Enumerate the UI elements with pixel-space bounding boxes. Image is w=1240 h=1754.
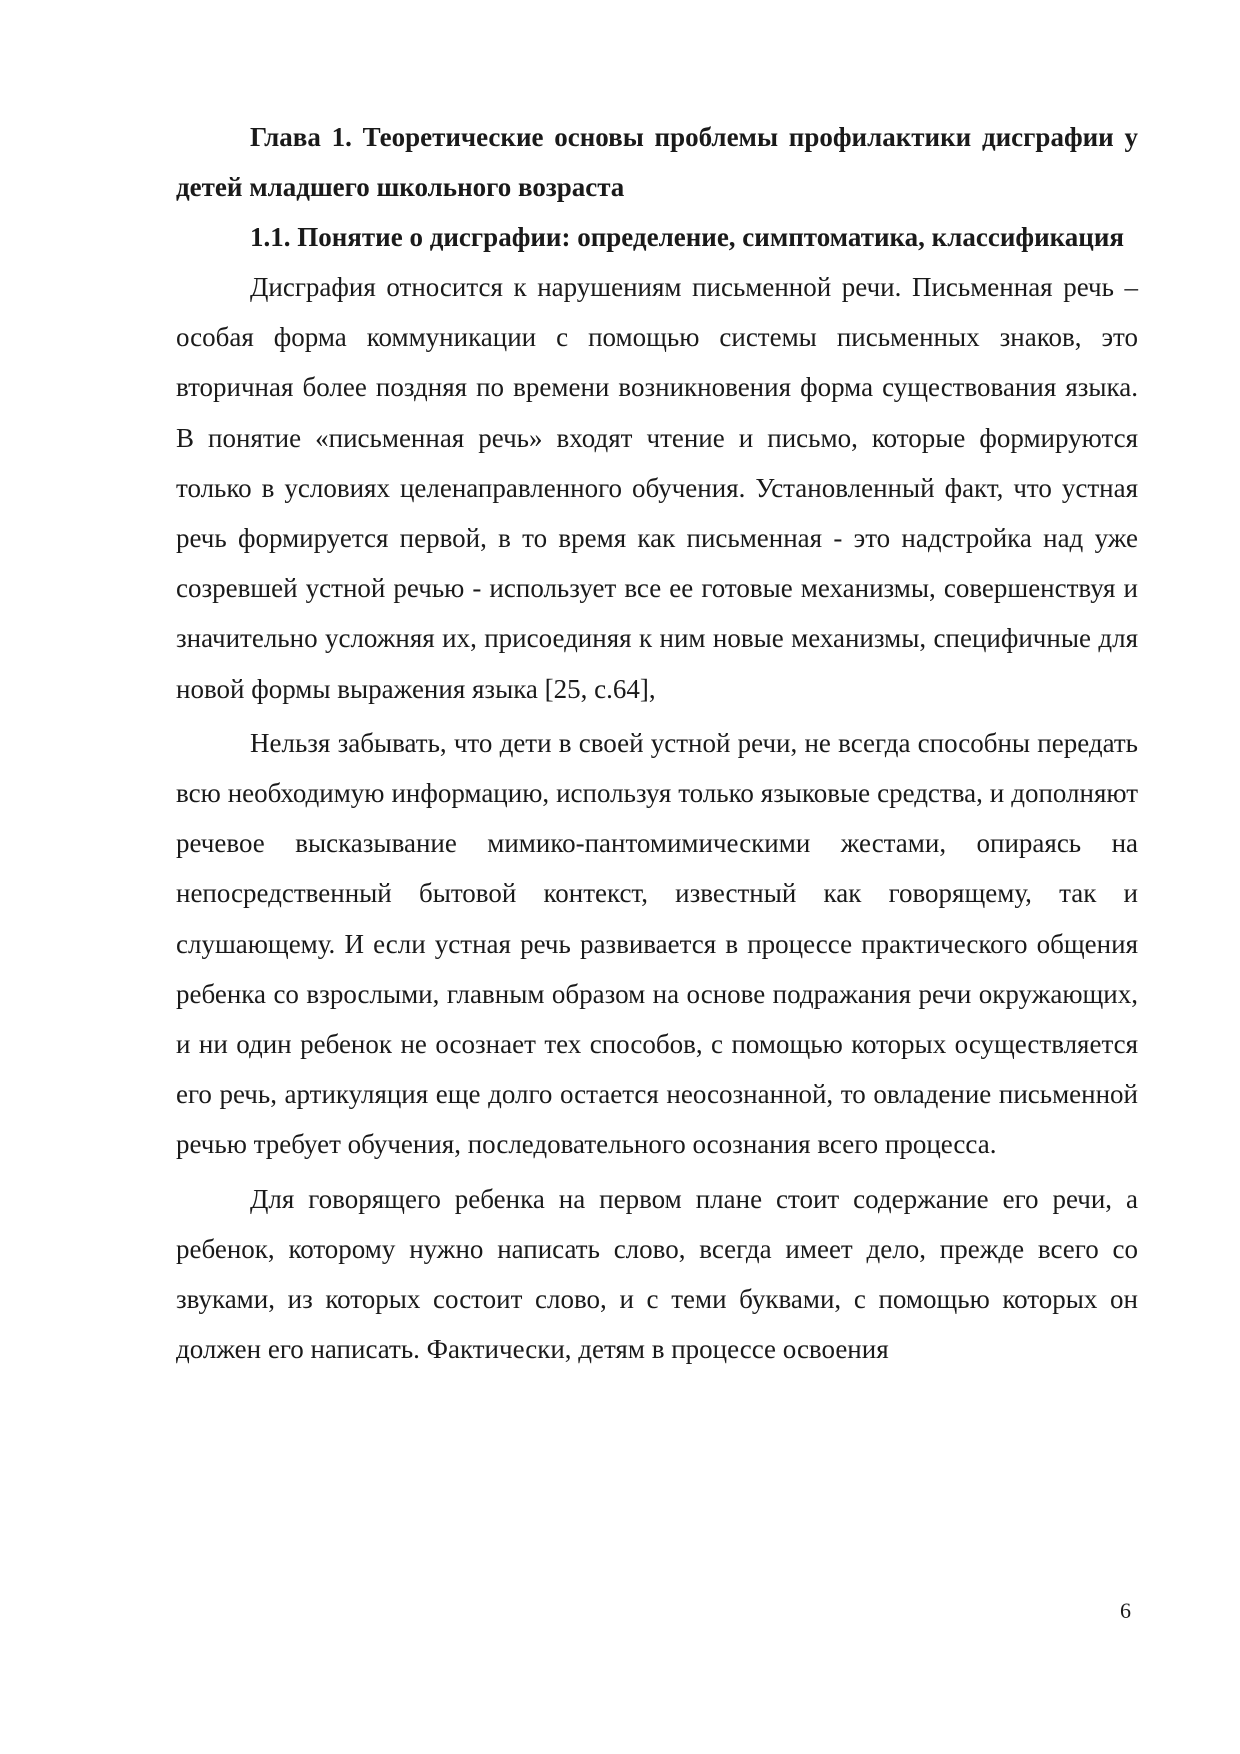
chapter-heading: Глава 1. Теоретические основы проблемы профилактики дисграфии у детей младшего школьного возраста: [176, 122, 1138, 202]
paragraph: Нельзя забывать, что дети в своей устной речи, не всегда способны передать всю необходимую информацию, используя только языковые средства, и дополняют речевое высказывание мимико-пантомимическими жестами, опираясь на непосредственный бытовой контекст, известный как говорящему, так и слушающему. И если устная речь развивается в процессе практического общения ребенка со взрослыми, главным образом на основе подражания речи окружающих, и ни один ребенок не осознает тех способов, с помощью которых осуществляется его речь, артикуляция еще долго остается неосознанной, то овладение письменной речью требует обучения, последовательного осознания всего процесса.: [176, 727, 1138, 1160]
page-number: 6: [1120, 1598, 1131, 1623]
paragraph: Дисграфия относится к нарушениям письменной речи. Письменная речь – особая форма коммуникации с помощью системы письменных знаков, это вторичная более поздняя по времени возникновения форма существования языка. В понятие «письменная речь» входят чтение и письмо, которые формируются только в условиях целенаправленного обучения. Установленный факт, что устная речь формируется первой, в то время как письменная - это надстройка над уже созревшей устной речью - использует все ее готовые механизмы, совершенствуя и значительно усложняя их, присоединяя к ним новые механизмы, специфичные для новой формы выражения языка [25, с.64],: [176, 272, 1138, 704]
paragraph: Для говорящего ребенка на первом плане стоит содержание его речи, а ребенок, которому нужно написать слово, всегда имеет дело, прежде всего со звуками, из которых состоит слово, и с теми буквами, с помощью которых он должен его написать. Фактически, детям в процессе освоения: [176, 1183, 1138, 1365]
section-heading: 1.1. Понятие о дисграфии: определение, симптоматика, классификация: [250, 222, 1124, 252]
document-page: [176, 112, 1138, 1374]
